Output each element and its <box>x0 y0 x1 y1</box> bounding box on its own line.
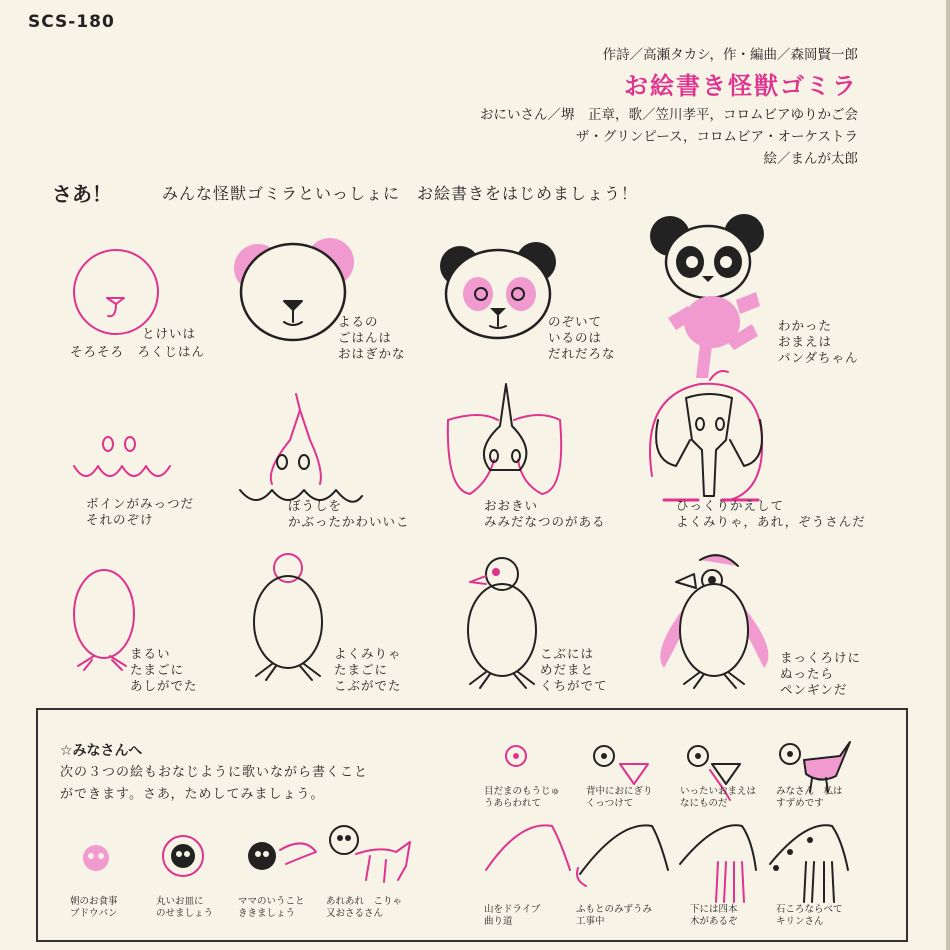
intro-exclaim: さあ！ <box>52 182 112 206</box>
elephant-drawing <box>650 371 762 500</box>
face-circle-drawing <box>74 250 158 334</box>
two-eyes-wave-drawing <box>74 437 170 476</box>
credits-illustration: 絵／まんが太郎 <box>763 151 858 167</box>
caption-elephant: ひっくりかえして よくみりゃ，あれ，ぞうさんだ <box>676 498 866 529</box>
credits-singers: おにいさん／堺 正章，歌／笠川孝平，コロムビアゆりかご会 <box>480 107 858 123</box>
credits-lyrics-arrangement: 作詩／高瀬タカシ，作・編曲／森岡賢一郎 <box>602 47 858 63</box>
egg-feet-drawing <box>74 570 134 670</box>
caption-eyes-mouth: こぶには めだまと くちがでて <box>540 646 608 693</box>
bird-caption-4: みなさん 私は すずめです <box>776 786 843 809</box>
caption-big-ears: おおきい みみだなつのがある <box>484 498 606 529</box>
penguin-drawing <box>660 555 768 688</box>
bonus-box-title: ☆みなさんへ <box>60 743 143 759</box>
hat-figure-drawing <box>240 394 362 502</box>
bird-caption-3: いったいおまえは なにものだ <box>680 786 757 809</box>
monkey-caption-1: 朝のお食事 ブドウパン <box>70 896 118 919</box>
giraffe-caption-2: ふもとのみずうみ 工事中 <box>576 904 653 927</box>
caption-panda: わかった おまえは パンダちゃん <box>778 318 859 365</box>
caption-penguin: まっくろけに ぬったら ペンギンだ <box>780 650 862 697</box>
giraffe-caption-4: 石ころならべて キリンさん <box>776 904 843 927</box>
egg-bump-drawing <box>254 554 322 680</box>
caption-dinner: よるの ごはんは おはぎかな <box>338 314 406 361</box>
catalog-number: SCS-180 <box>28 12 115 32</box>
song-title: お絵書き怪獣ゴミラ <box>624 72 858 100</box>
caption-peeking: のぞいて いるのは だれだろな <box>548 314 616 361</box>
credits-chorus: ザ・グリンピース，コロムビア・オーケストラ <box>575 129 858 145</box>
caption-egg-legs: まるい たまごに あしがでた <box>130 646 198 693</box>
intro-line: みんな怪獣ゴミラといっしょに お絵書きをはじめましょう！ <box>162 184 639 203</box>
panda-face-pink-drawing <box>440 242 556 338</box>
bonus-box-body: 次の３つの絵もおなじように歌いながら書くこと ができます。さあ，ためしてみましょう。 <box>60 765 369 802</box>
monkey-caption-4: あれあれ こりゃ 又おさるさん <box>326 896 403 919</box>
caption-egg-bump: よくみりゃ たまごに こぶがでた <box>334 646 402 693</box>
bird-caption-1: 目だまのもうじゅ うあらわれて <box>484 786 561 809</box>
giraffe-caption-3: 下には四本 木があるぞ <box>690 904 738 927</box>
panda-full-drawing <box>650 214 764 378</box>
page-edge <box>946 0 950 950</box>
monkey-caption-2: 丸いお皿に のせましょう <box>156 896 214 919</box>
big-ears-drawing <box>448 384 561 494</box>
egg-eyes-beak-drawing <box>468 558 536 688</box>
monkey-caption-3: ママのいうこと ききましょう <box>238 896 305 919</box>
caption-three-buttons: ボインがみっつだ それのぞけ <box>86 496 195 527</box>
caption-clock-a: とけいは <box>142 326 197 341</box>
caption-clock-b: そろそろ ろくじはん <box>70 344 206 359</box>
bird-caption-2: 背中におにぎり くっつけて <box>586 786 653 809</box>
giraffe-caption-1: 山をドライブ 曲り道 <box>484 904 541 927</box>
caption-hat: ぼうしを かぶったかわいいこ <box>288 498 410 529</box>
bear-face-drawing <box>234 238 354 340</box>
